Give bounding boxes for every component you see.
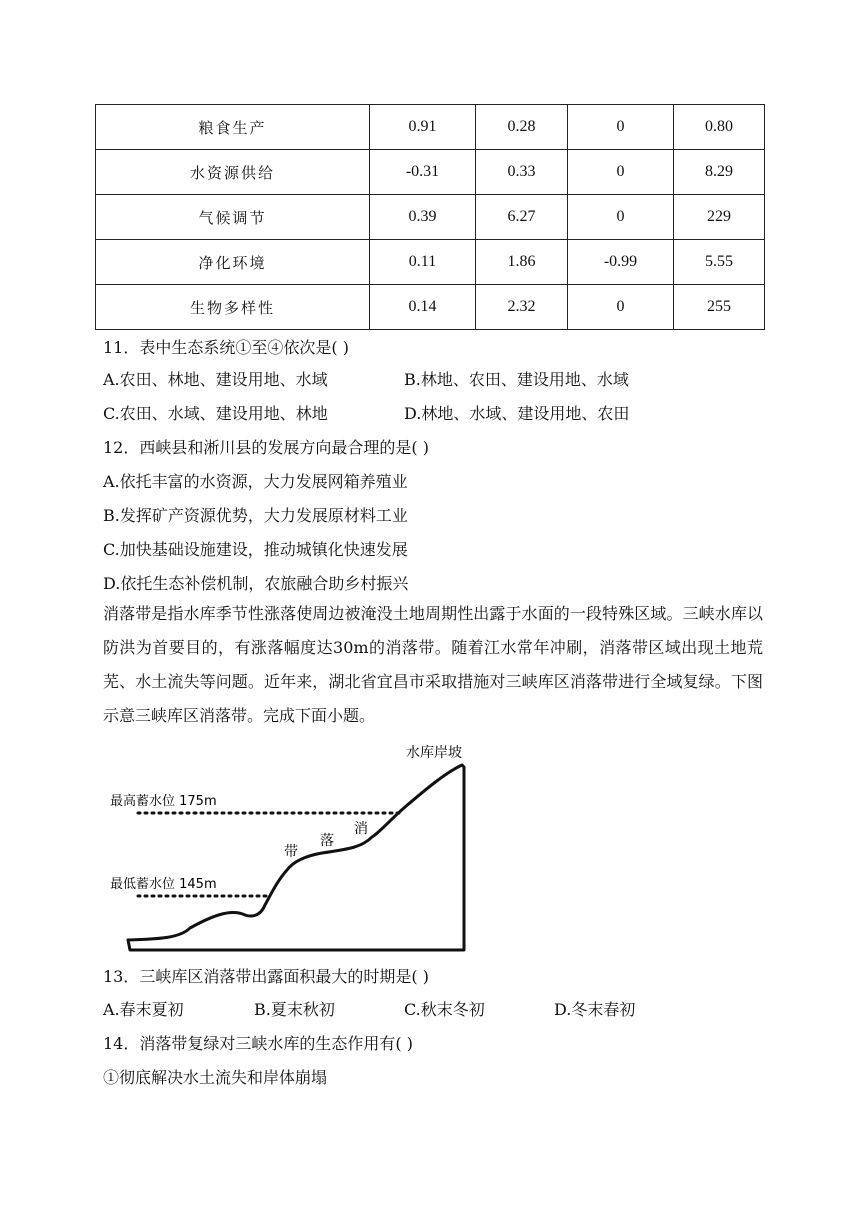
ecosystem-value-table [95, 104, 765, 330]
question-13-option-b: B.夏末秋初 [254, 1000, 335, 1019]
question-11-stem: 11．表中生态系统①至④依次是( ) [103, 338, 349, 357]
passage-text: 消落带是指水库季节性涨落使周边被淹没土地周期性出露于水面的一段特殊区域。三峡水库以防洪为首要目的，有涨落幅度达30m的消落带。随着江水常年冲刷，消落带区域出现土地荒芜、水土流失等问题。近年来，湖北省宜昌市采取措施对三峡库区消落带进行全域复绿。下图示意三峡库区消落带。完成下面小题。 [103, 604, 763, 725]
table-cell: 0 [568, 150, 674, 195]
row-label: 水资源供给 [96, 150, 370, 195]
zone-label-char-2: 落 [320, 833, 334, 849]
zone-label-char-1: 带 [284, 844, 298, 860]
question-14-item-1: ①彻底解决水土流失和岸体崩塌 [103, 1068, 328, 1087]
table-cell: 0 [568, 285, 674, 330]
question-12-option-c: C.加快基础设施建设，推动城镇化快速发展 [103, 540, 408, 559]
zone-label-char-3: 消 [354, 821, 368, 837]
question-11-option-b: B.林地、农田、建设用地、水域 [404, 370, 629, 389]
row-label: 净化环境 [96, 240, 370, 285]
question-13-option-d: D.冬末春初 [554, 1000, 636, 1019]
row-label: 生物多样性 [96, 285, 370, 330]
table-row [96, 285, 765, 330]
question-13-stem: 13．三峡库区消落带出露面积最大的时期是( ) [103, 967, 429, 986]
question-12-option-d: D.依托生态补偿机制，农旅融合助乡村振兴 [103, 574, 409, 593]
row-label: 粮食生产 [96, 105, 370, 150]
question-12-stem: 12．西峡县和淅川县的发展方向最合理的是( ) [103, 438, 429, 457]
question-13-option-c: C.秋末冬初 [404, 1000, 485, 1019]
slope-label: 水库岸坡 [406, 745, 462, 761]
question-12-option-a: A.依托丰富的水资源，大力发展网箱养殖业 [103, 472, 408, 491]
table-row [96, 195, 765, 240]
table-cell: 8.29 [674, 150, 765, 195]
table-cell: 0.91 [370, 105, 476, 150]
question-11-option-d: D.林地、水域、建设用地、农田 [404, 404, 630, 423]
question-12-option-b: B.发挥矿产资源优势，大力发展原材料工业 [103, 506, 408, 525]
table-cell: 0.80 [674, 105, 765, 150]
table-cell: 0 [568, 105, 674, 150]
row-label: 气候调节 [96, 195, 370, 240]
table-cell: 6.27 [476, 195, 568, 240]
table-cell: 255 [674, 285, 765, 330]
question-11-option-c: C.农田、水域、建设用地、林地 [103, 404, 328, 423]
table-cell: 229 [674, 195, 765, 240]
table-cell: 0.11 [370, 240, 476, 285]
table-cell: 1.86 [476, 240, 568, 285]
table-cell: 2.32 [476, 285, 568, 330]
question-14-stem: 14．消落带复绿对三峡水库的生态作用有( ) [103, 1034, 413, 1053]
table-cell: -0.31 [370, 150, 476, 195]
table-row [96, 150, 765, 195]
table-cell: 5.55 [674, 240, 765, 285]
table-cell: 0.14 [370, 285, 476, 330]
table-row [96, 240, 765, 285]
table-cell: 0.33 [476, 150, 568, 195]
high-water-level-label: 最高蓄水位 175m [110, 794, 217, 809]
drawdown-zone-figure [100, 735, 480, 955]
table-row [96, 105, 765, 150]
low-water-level-label: 最低蓄水位 145m [110, 877, 217, 892]
table-cell: 0.39 [370, 195, 476, 240]
question-13-option-a: A.春末夏初 [103, 1000, 184, 1019]
table-cell: 0 [568, 195, 674, 240]
question-11-option-a: A.农田、林地、建设用地、水域 [103, 370, 328, 389]
table-cell: 0.28 [476, 105, 568, 150]
table-cell: -0.99 [568, 240, 674, 285]
